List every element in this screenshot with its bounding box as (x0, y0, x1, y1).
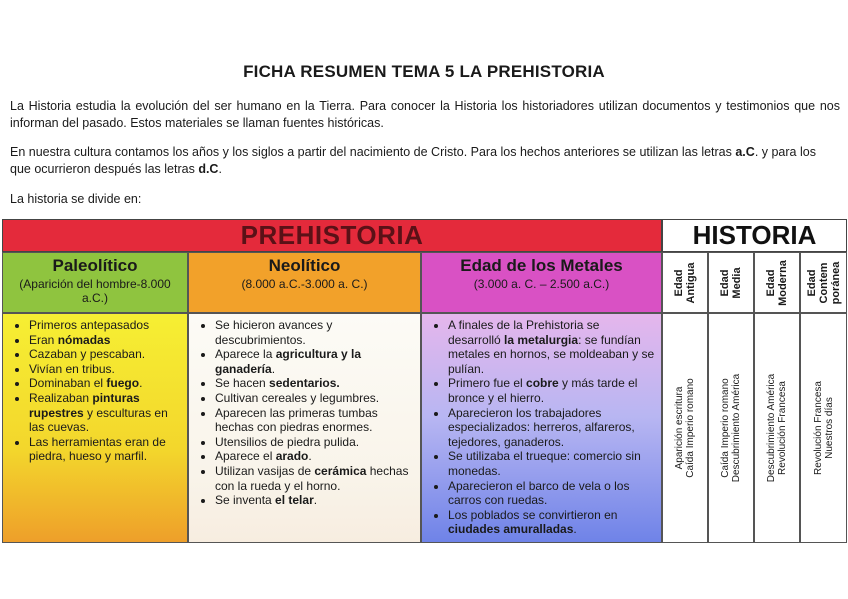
dating-text-3: . (218, 162, 222, 176)
list-item: • Aparecen las primeras tumbas hechas con piedras enormes. (215, 406, 414, 435)
list-item: • Los poblados se convirtieron en ciudades amuralladas. (448, 508, 655, 537)
list-item: • Eran nómadas (29, 333, 181, 348)
dating-text-2: . y para los que ocurrieron después las letras (10, 145, 816, 176)
paleolitico-header (2, 252, 188, 313)
hist-col-l2: Contem (817, 262, 830, 303)
metales-body (421, 313, 662, 543)
hist-event-1: Descubrimiento América (766, 373, 777, 483)
list-item: • Aparece la agricultura y la ganadería. (215, 347, 414, 376)
list-item: • Aparece el arado. (215, 449, 414, 464)
list-item: • Utilizan vasijas de cerámica hechas con la rueda y el horno. (215, 464, 414, 493)
list-item: • Cazaban y pescaban. (29, 347, 181, 362)
hist-event-1: Aparición escritura (674, 386, 685, 470)
list-item: • A finales de la Prehistoria se desarrolló la metalurgia: se fundían metales en hornos, se moldeaban y se pulían. (448, 318, 655, 376)
list-item: • Se hacen sedentarios. (215, 376, 414, 391)
hist-col-l1: Edad (673, 269, 685, 296)
edad-contemporanea-header (800, 252, 847, 313)
list-item: • Se utilizaba el trueque: comercio sin monedas. (448, 449, 655, 478)
neolitico-header (188, 252, 421, 313)
list-item: • Aparecieron los trabajadores especializados: herreros, alfareros, tejedores, ganaderos. (448, 406, 655, 450)
division-paragraph: La historia se divide en: (10, 192, 142, 206)
hist-event-2: Caída Imperio romano (685, 378, 696, 478)
hist-col-l1: Edad (805, 269, 818, 296)
prehistoria-header: PREHISTORIA (2, 219, 662, 252)
neolitico-body (188, 313, 421, 543)
historia-header: HISTORIA (662, 219, 847, 252)
hist-event-2: Revolución Francesa (777, 381, 788, 475)
edad-media-header (708, 252, 754, 313)
page-title: FICHA RESUMEN TEMA 5 LA PREHISTORIA (243, 62, 605, 81)
dating-paragraph (10, 144, 840, 178)
edad-moderna-body (754, 313, 800, 543)
intro-paragraph: La Historia estudia la evolución del ser humano en la Tierra. Para conocer la Historia los historiadores utilizan documentos y testimonios que nos informan del pasado. Estos materiales se llaman fuentes históricas. (10, 99, 840, 130)
edad-contemporanea-body (800, 313, 847, 543)
list-item: • Dominaban el fuego. (29, 376, 181, 391)
hist-col-l1: Edad (719, 269, 731, 296)
neolitico-name: Neolítico (268, 256, 341, 275)
hist-col-l3: poránea (829, 261, 842, 304)
metales-list (422, 318, 661, 537)
hist-col-l1: Edad (765, 269, 777, 296)
paleolitico-name: Paleolítico (52, 256, 138, 275)
ac-label: a.C (735, 145, 755, 159)
paleolitico-body (2, 313, 188, 543)
list-item: • Utensilios de piedra pulida. (215, 435, 414, 450)
hist-col-l2: Media (731, 266, 743, 299)
list-item: • Cultivan cereales y legumbres. (215, 391, 414, 406)
metales-name: Edad de los Metales (460, 256, 623, 275)
hist-col-l2: Moderna (777, 259, 789, 306)
dating-text-1: En nuestra cultura contamos los años y los siglos a partir del nacimiento de Cristo. Para los hechos anteriores se utilizan las letras (10, 145, 736, 159)
hist-event-2: Nuestros días (823, 397, 835, 459)
list-item: • Se inventa el telar. (215, 493, 414, 508)
list-item: • Se hicieron avances y descubrimientos. (215, 318, 414, 347)
metales-header (421, 252, 662, 313)
paleolitico-dates: (Aparición del hombre-8.000 a.C.) (19, 277, 171, 305)
list-item: • Las herramientas eran de piedra, hueso y marfil. (29, 435, 181, 464)
edad-media-body (708, 313, 754, 543)
list-item: • Aparecieron el barco de vela o los carros con ruedas. (448, 479, 655, 508)
list-item: • Primero fue el cobre y más tarde el bronce y el hierro. (448, 376, 655, 405)
hist-event-1: Revolución Francesa (812, 381, 824, 475)
list-item: • Realizaban pinturas rupestres y esculturas en las cuevas. (29, 391, 181, 435)
history-table (2, 219, 847, 543)
dc-label: d.C (198, 162, 219, 176)
list-item: • Primeros antepasados (29, 318, 181, 333)
hist-event-2: Descubrimiento América (731, 373, 742, 483)
neolitico-dates: (8.000 a.C.-3.000 a. C.) (241, 277, 368, 291)
edad-moderna-header (754, 252, 800, 313)
list-item: • Vivían en tribus. (29, 362, 181, 377)
edad-antigua-body (662, 313, 708, 543)
paleolitico-list (3, 318, 187, 464)
neolitico-list (189, 318, 420, 508)
edad-antigua-header (662, 252, 708, 313)
hist-event-1: Caída Imperio romano (720, 378, 731, 478)
hist-col-l2: Antigua (685, 262, 697, 303)
metales-dates: (3.000 a. C. – 2.500 a.C.) (473, 277, 610, 291)
